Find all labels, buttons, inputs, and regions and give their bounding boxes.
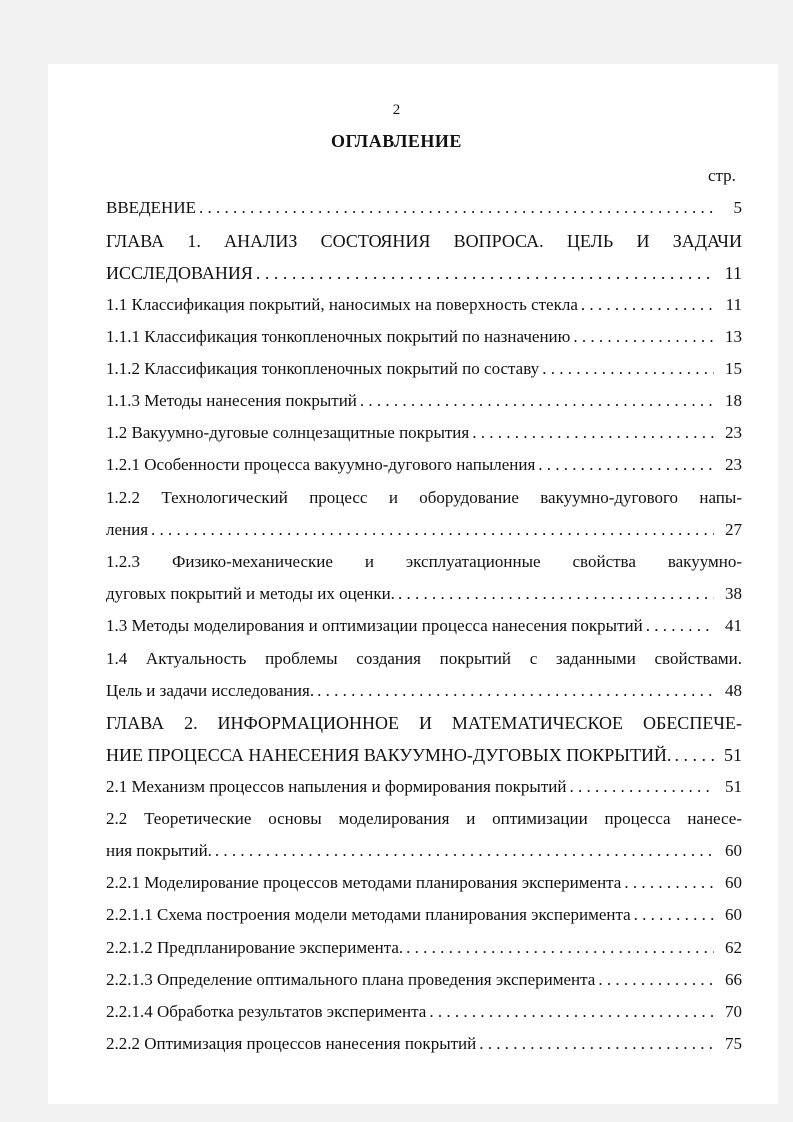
toc-entry[interactable]: 1.2.1 Особенности процесса вакуумно-дугового напыления . . . 23 bbox=[106, 453, 742, 477]
toc-entry[interactable]: 1.1.3 Методы нанесения покрытий . . . 18 bbox=[106, 389, 742, 413]
toc-entry[interactable]: ния покрытий. . . . 60 bbox=[106, 839, 742, 863]
toc-entry[interactable]: 2.1 Механизм процессов напыления и формирования покрытий . . . 51 bbox=[106, 775, 742, 799]
toc-entry[interactable]: дуговых покрытий и методы их оценки. . . . 38 bbox=[106, 582, 742, 606]
page-number: 2 bbox=[392, 102, 401, 118]
toc-entry[interactable]: 1.1.2 Классификация тонкопленочных покрытий по составу . . . 15 bbox=[106, 357, 742, 381]
toc-entry[interactable]: 1.4 Актуальность проблемы создания покрытий с заданными свойствами. bbox=[106, 649, 742, 668]
toc-entry[interactable]: 1.2.2 Технологический процесс и оборудование вакуумно-дугового напы- bbox=[106, 488, 742, 507]
toc-entry[interactable]: Цель и задачи исследования. . . . 48 bbox=[106, 679, 742, 703]
toc-entry[interactable]: ВВЕДЕНИЕ . . . 5 bbox=[106, 196, 742, 220]
toc-entry[interactable]: ления . . . 27 bbox=[106, 518, 742, 542]
toc-entry[interactable]: 1.2.3 Физико-механические и эксплуатационные свойства вакуумно- bbox=[106, 552, 742, 571]
toc-entry[interactable]: ГЛАВА 1. АНАЛИЗ СОСТОЯНИЯ ВОПРОСА. ЦЕЛЬ И ЗАДАЧИ bbox=[106, 231, 742, 251]
toc-entry[interactable]: 2.2.1.1 Схема построения модели методами планирования эксперимента . . . 60 bbox=[106, 903, 742, 927]
toc-entry[interactable]: 2.2.1.2 Предпланирование эксперимента. . . . 62 bbox=[106, 936, 742, 960]
toc-entry[interactable]: 2.2.2 Оптимизация процессов нанесения покрытий . . . 75 bbox=[106, 1032, 742, 1056]
toc-entry[interactable]: 2.2.1 Моделирование процессов методами планирования эксперимента . . . 60 bbox=[106, 871, 742, 895]
page-column-label: стр. bbox=[708, 166, 736, 185]
toc-entry[interactable]: 2.2.1.3 Определение оптимального плана проведения эксперимента . . . 66 bbox=[106, 968, 742, 992]
toc-entry[interactable]: 2.2 Теоретические основы моделирования и оптимизации процесса нанесе- bbox=[106, 809, 742, 828]
toc-entry[interactable]: 1.1.1 Классификация тонкопленочных покрытий по назначению . . . 13 bbox=[106, 325, 742, 349]
toc-entry[interactable]: ИССЛЕДОВАНИЯ . . . 11 bbox=[106, 261, 742, 285]
toc-entry[interactable]: 1.3 Методы моделирования и оптимизации процесса нанесения покрытий . . . 41 bbox=[106, 614, 742, 638]
toc-entry[interactable]: НИЕ ПРОЦЕССА НАНЕСЕНИЯ ВАКУУМНО-ДУГОВЫХ ПОКРЫТИЙ. . . . 51 bbox=[106, 743, 742, 767]
page-title: ОГЛАВЛЕНИЕ bbox=[331, 131, 462, 151]
toc-entry[interactable]: 1.1 Классификация покрытий, наносимых на поверхность стекла . . . 11 bbox=[106, 293, 742, 317]
toc-entry[interactable]: 1.2 Вакуумно-дуговые солнцезащитные покрытия . . . 23 bbox=[106, 421, 742, 445]
toc-entry[interactable]: ГЛАВА 2. ИНФОРМАЦИОННОЕ И МАТЕМАТИЧЕСКОЕ ОБЕСПЕЧЕ- bbox=[106, 713, 742, 733]
toc-entry[interactable]: 2.2.1.4 Обработка результатов эксперимента . . . 70 bbox=[106, 1000, 742, 1024]
